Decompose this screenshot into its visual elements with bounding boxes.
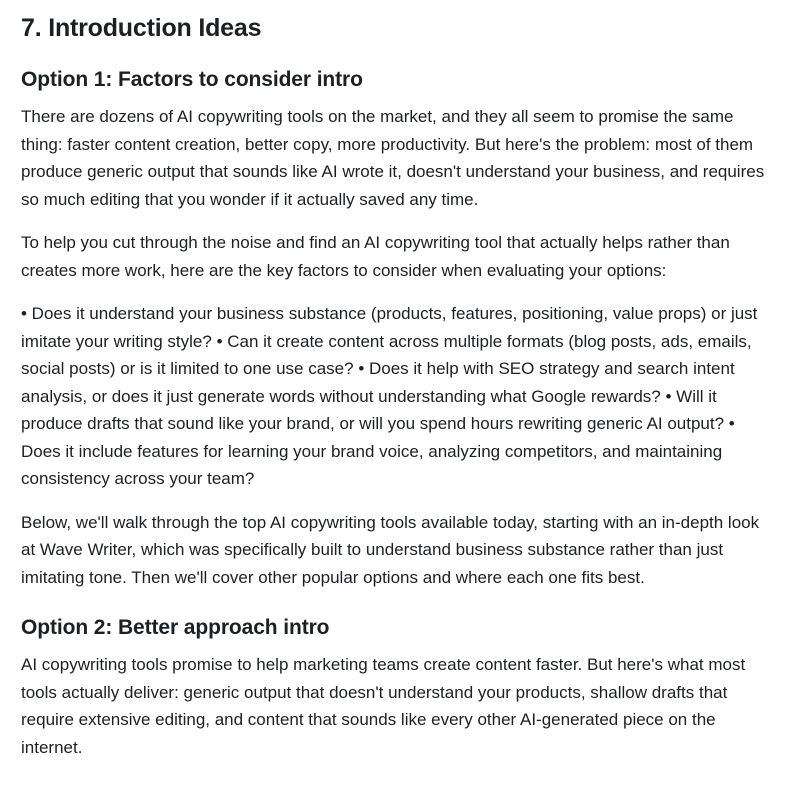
section-heading: 7. Introduction Ideas (21, 14, 262, 42)
option-1-paragraph-4: Below, we'll walk through the top AI copywriting tools available today, starting with an in-depth look at Wave Writer, which was specifically built to understand business substance rather than just imitating tone. Then we'll cover other popular options and where each one fits best. (21, 512, 760, 587)
option-2-title: Option 2: Better approach intro (21, 616, 330, 639)
option-1-paragraph-2: To help you cut through the noise and find an AI copywriting tool that actually helps rather than creates more work, here are the key factors to consider when evaluating your options: (21, 233, 730, 280)
option-1-title: Option 1: Factors to consider intro (21, 68, 363, 91)
option-2-paragraph-1: AI copywriting tools promise to help marketing teams create content faster. But here's what most tools actually deliver: generic output that doesn't understand your products, shallow drafts that require extensive editing, and content that sounds like every other AI-generated piece on the internet. (21, 655, 746, 757)
option-1-paragraph-1: There are dozens of AI copywriting tools on the market, and they all seem to promise the same thing: faster content creation, better copy, more productivity. But here's the problem: most of them produce generic output that sounds like AI wrote it, doesn't understand your business, and requires so much editing that you wonder if it actually saved any time. (21, 107, 765, 209)
option-1-factors-list: • Does it understand your business substance (products, features, positioning, value props) or just imitate your writing style? • Can it create content across multiple formats (blog posts, ads, emails, social posts) or is it limited to one use case? • Does it help with SEO strategy and search intent analysis, or does it just generate words without understanding what Google rewards? • Will it produce drafts that sound like your brand, or will you spend hours rewriting generic AI output? • Does it include features for learning your brand voice, analyzing competitors, and maintaining consistency across your team? (21, 304, 758, 488)
